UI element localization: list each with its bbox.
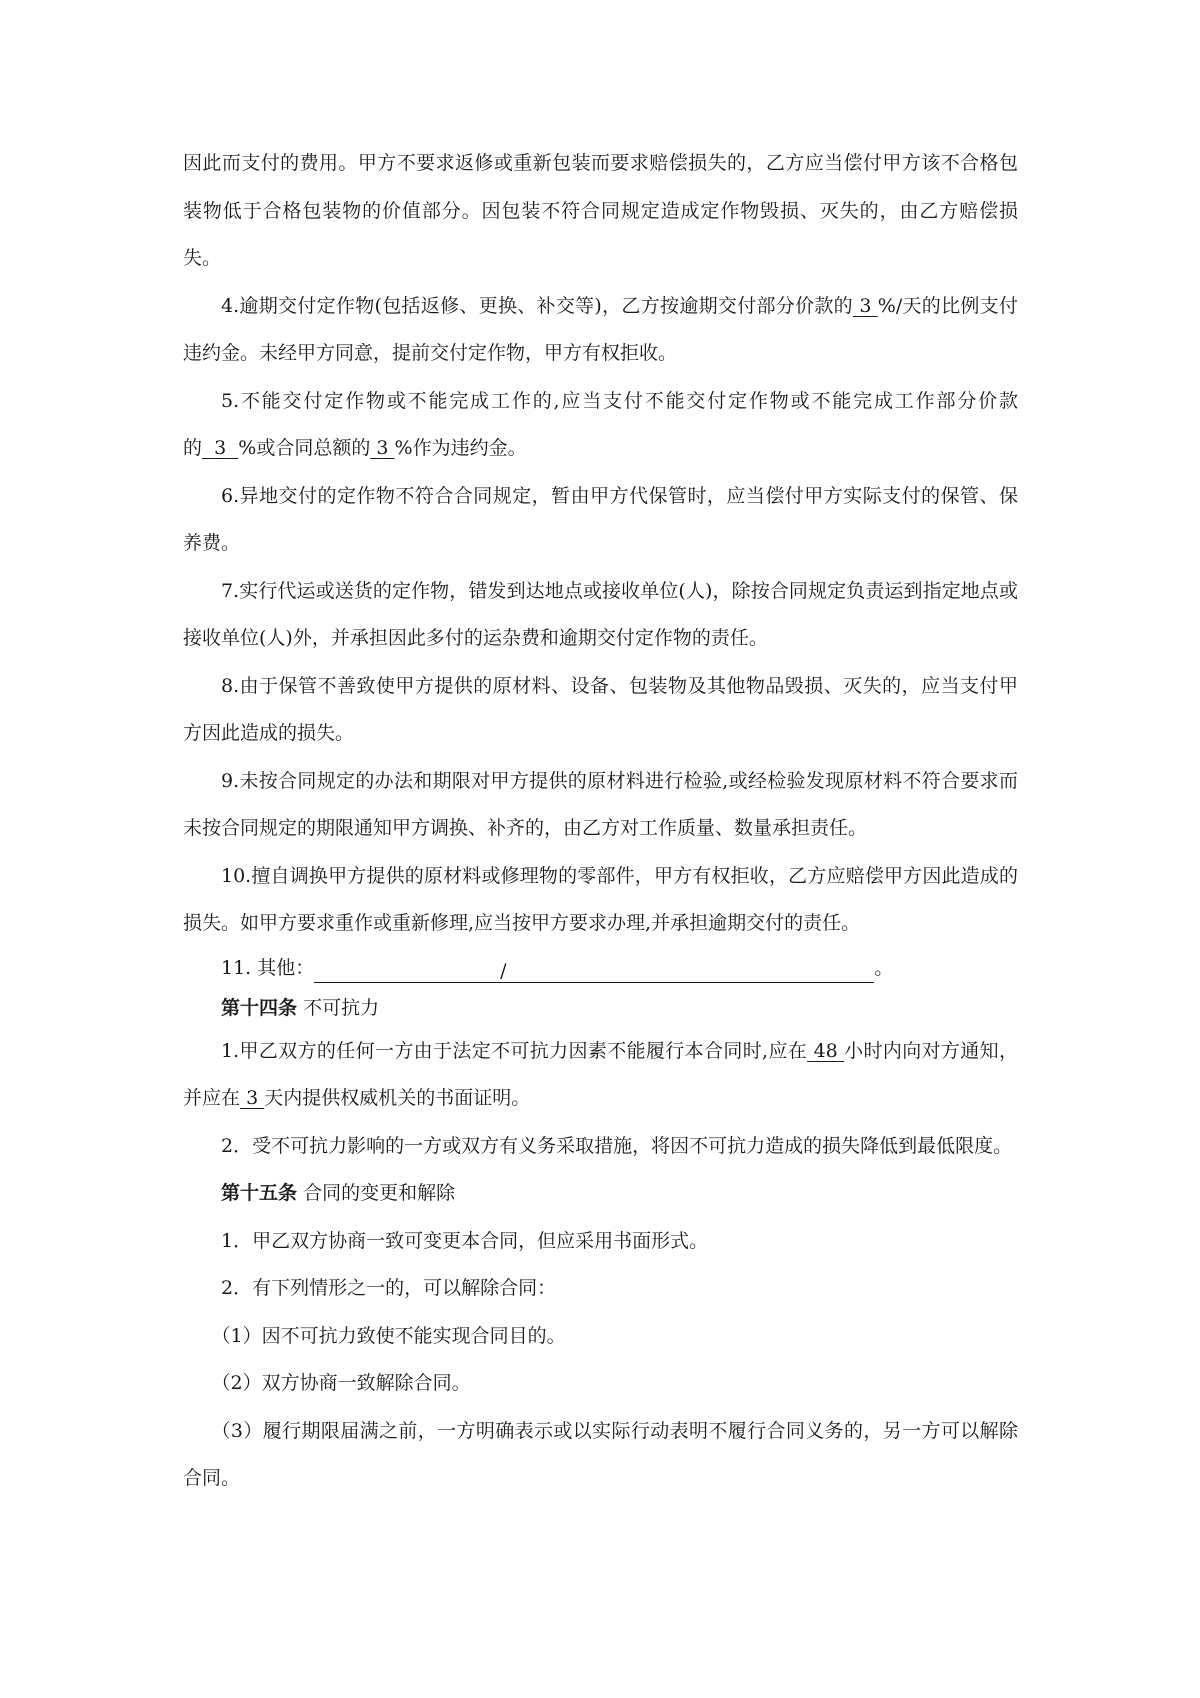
clause-text: %或合同总额的 [238, 437, 371, 459]
clause-text: 2．受不可抗力影响的一方或双方有义务采取措施，将因不可抗力造成的损失降低到最低限度。 [221, 1134, 1013, 1157]
other-terms-blank [314, 960, 874, 983]
clause-text: （2）双方协商一致解除合同。 [211, 1372, 471, 1394]
article-14-heading [183, 988, 1018, 1028]
clause-6 [183, 473, 1018, 568]
article-title: 合同的变更和解除 [303, 1182, 456, 1204]
clause-text: 小时内向对方通知，并应在 [183, 1039, 1018, 1109]
clause-text: （3）履行期限届满之前，一方明确表示或以实际行动表明不履行合同义务的，另一方可以解除合同。 [183, 1419, 1018, 1489]
clause-text: 7.实行代运或送货的定作物，错发到达地点或接收单位(人)，除按合同规定负责运到指定地点或接收单位(人)外，并承担因此多付的运杂费和逾期交付定作物的责任。 [183, 579, 1018, 649]
filled-number: 3 [376, 437, 389, 459]
clause-text: 2．有下列情形之一的，可以解除合同： [221, 1277, 557, 1299]
clause-text: 6.异地交付的定作物不符合合同规定，暂由甲方代保管时，应当偿付甲方实际支付的保管、保养费。 [183, 484, 1018, 554]
clause-label: 11. 其他： [221, 956, 315, 979]
article-15-item-2 [183, 1265, 1018, 1313]
clause-9 [183, 758, 1018, 853]
clause-4 [183, 283, 1018, 378]
clause-11 [183, 948, 1018, 988]
clause-text: %作为违约金。 [394, 437, 527, 459]
article-14-item-1 [183, 1028, 1018, 1123]
paragraph-text: 因此而支付的费用。甲方不要求返修或重新包装而要求赔偿损失的，乙方应当偿付甲方该不合格包装物低于合格包装物的价值部分。因包装不符合同规定造成定作物毁损、灭失的，由乙方赔偿损失。 [183, 152, 1018, 269]
clause-10 [183, 853, 1018, 948]
filled-value [853, 295, 878, 317]
article-15-subitem-2 [183, 1360, 1018, 1408]
clause-text: 1．甲乙双方协商一致可变更本合同，但应采用书面形式。 [221, 1229, 709, 1252]
article-15-heading [183, 1170, 1018, 1218]
article-15-item-1 [183, 1218, 1018, 1266]
filled-number: 3 [246, 1087, 259, 1109]
article-15-subitem-3 [183, 1408, 1018, 1503]
clause-5 [183, 378, 1018, 473]
clause-text: 5.不能交付定作物或不能完成工作的,应当支付不能交付定作物或不能完成工作部分价款的 [183, 389, 1018, 459]
filled-number: 3 [859, 294, 872, 317]
filled-value [240, 1087, 264, 1109]
clause-7 [183, 568, 1018, 663]
blank-value: / [500, 959, 507, 982]
clause-text: 8.由于保管不善致使甲方提供的原材料、设备、包装物及其他物品毁损、灭失的，应当支付甲方因此造成的损失。 [183, 674, 1018, 744]
article-15-subitem-1 [183, 1313, 1018, 1361]
filled-number: 3 [214, 437, 227, 459]
clause-text: 9.未按合同规定的办法和期限对甲方提供的原材料进行检验,或经检验发现原材料不符合要求而未按合同规定的期限通知甲方调换、补齐的，由乙方对工作质量、数量承担责任。 [183, 769, 1018, 839]
clause-text: %/天的比例支付违约金。未经甲方同意，提前交付定作物，甲方有权拒收。 [183, 294, 1018, 364]
filled-value [807, 1040, 844, 1062]
filled-value [202, 437, 238, 459]
clause-end: 。 [874, 956, 894, 979]
filled-value [370, 437, 394, 459]
article-14-item-2 [183, 1123, 1018, 1171]
clause-text: 10.擅自调换甲方提供的原材料或修理物的零部件，甲方有权拒收，乙方应赔偿甲方因此造成的损失。如甲方要求重作或重新修理,应当按甲方要求办理,并承担逾期交付的责任。 [183, 864, 1018, 934]
filled-number: 48 [813, 1039, 838, 1062]
clause-text: 天内提供权威机关的书面证明。 [264, 1087, 531, 1109]
article-number: 第十四条 [221, 996, 298, 1019]
clause-8 [183, 663, 1018, 758]
paragraph-continued [183, 140, 1018, 283]
clause-text: 4.逾期交付定作物(包括返修、更换、补交等)，乙方按逾期交付部分价款的 [221, 294, 853, 317]
clause-text: （1）因不可抗力致使不能实现合同目的。 [211, 1324, 566, 1347]
article-title: 不可抗力 [303, 996, 380, 1019]
article-number: 第十五条 [221, 1182, 298, 1204]
clause-text: 1.甲乙双方的任何一方由于法定不可抗力因素不能履行本合同时,应在 [221, 1039, 808, 1062]
